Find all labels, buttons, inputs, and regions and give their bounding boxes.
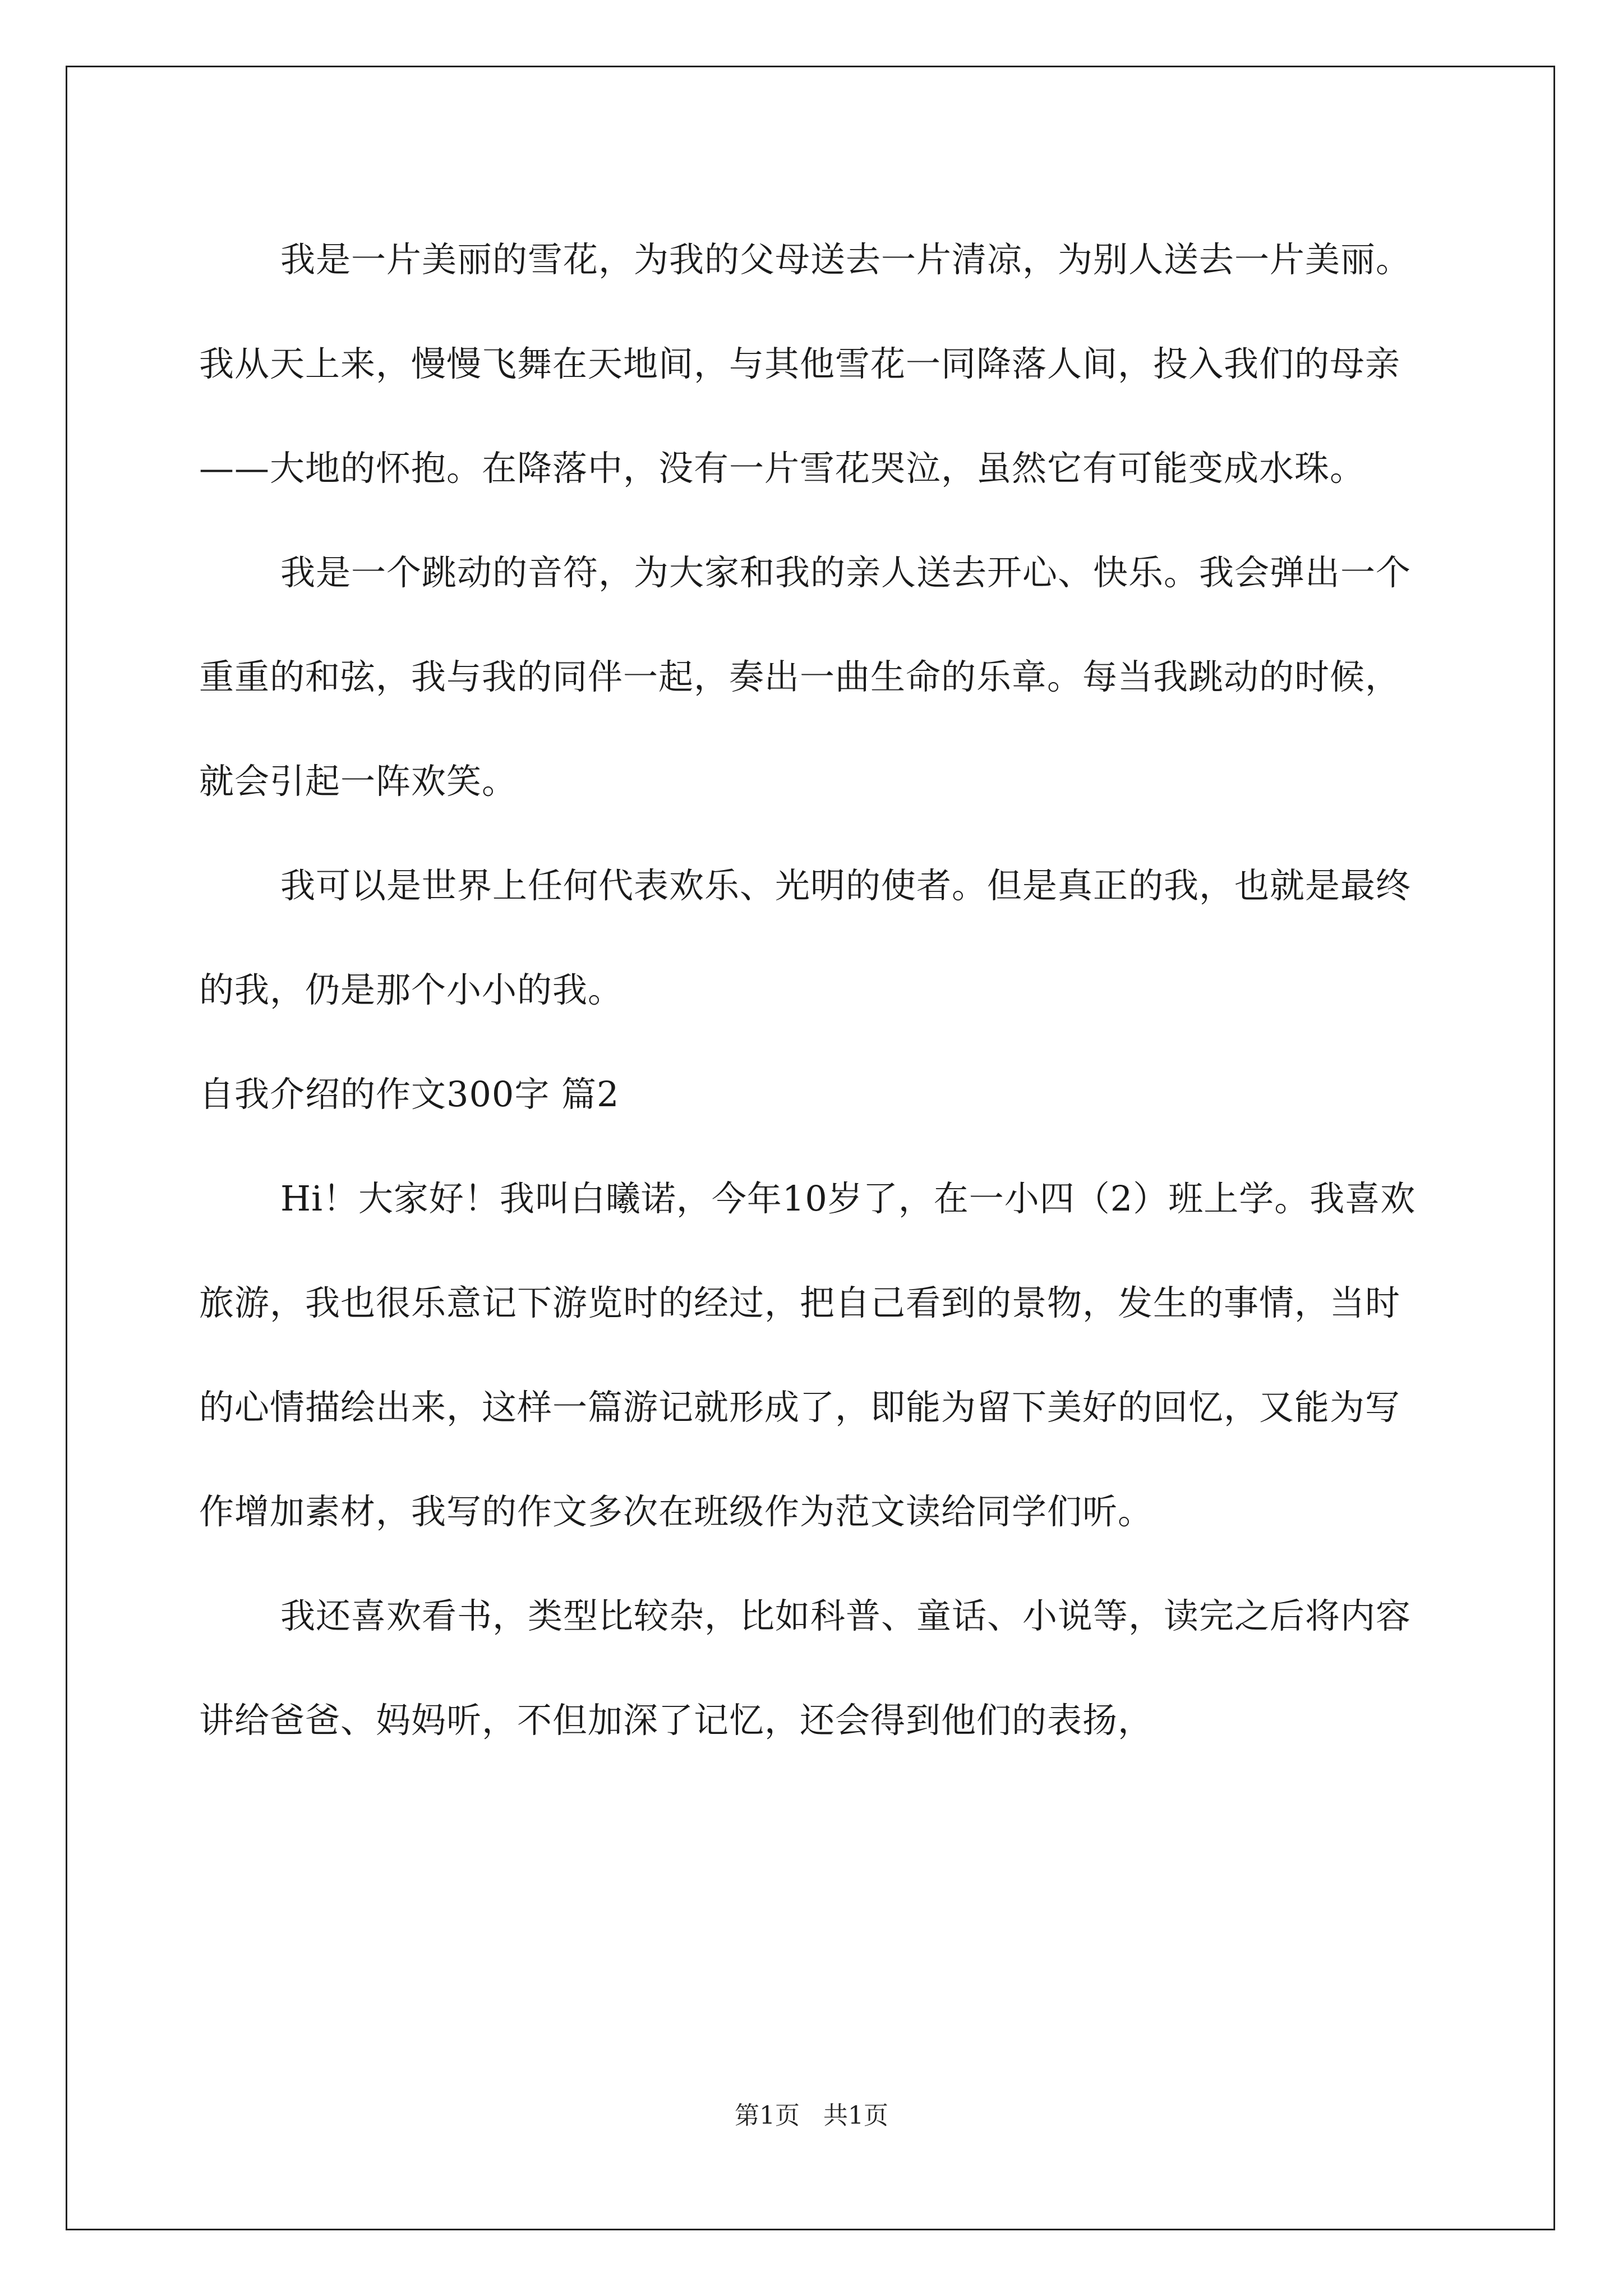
paragraph-reading: 我还喜欢看书，类型比较杂，比如科普、童话、小说等，读完之后将内容讲给爸爸、妈妈听，不但加深了记忆，还会得到他们的表扬， — [199, 1595, 1412, 1741]
paragraph-snowflake: 我是一片美丽的雪花，为我的父母送去一片清凉，为别人送去一片美丽。我从天上来，慢慢飞舞在天地间，与其他雪花一同降落人间，投入我们的母亲——大地的怀抱。在降落中，没有一片雪花哭泣，虽然它有可能变成水珠。 — [199, 239, 1412, 489]
page-number: 第1页 共1页 — [735, 2101, 888, 2130]
paragraph-music-note: 我是一个跳动的音符，为大家和我的亲人送去开心、快乐。我会弹出一个重重的和弦，我与我的同伴一起，奏出一曲生命的乐章。每当我跳动的时候，就会引起一阵欢笑。 — [199, 552, 1412, 802]
section-heading: 自我介绍的作文300字 篇2 — [199, 1074, 620, 1115]
paragraph-self-intro: Hi！大家好！我叫白曦诺，今年10岁了，在一小四（2）班上学。我喜欢旅游，我也很乐意记下游览时的经过，把自己看到的景物，发生的事情，当时的心情描绘出来，这样一篇游记就形成了，即能为留下美好的回忆，又能为写作增加素材，我写的作文多次在班级作为范文读给同学们听。 — [199, 1178, 1416, 1532]
document-body — [199, 208, 1433, 1773]
paragraph-messenger: 我可以是世界上任何代表欢乐、光明的使者。但是真正的我，也就是最终的我，仍是那个小小的我。 — [199, 865, 1412, 1010]
page-footer — [0, 2095, 1623, 2131]
